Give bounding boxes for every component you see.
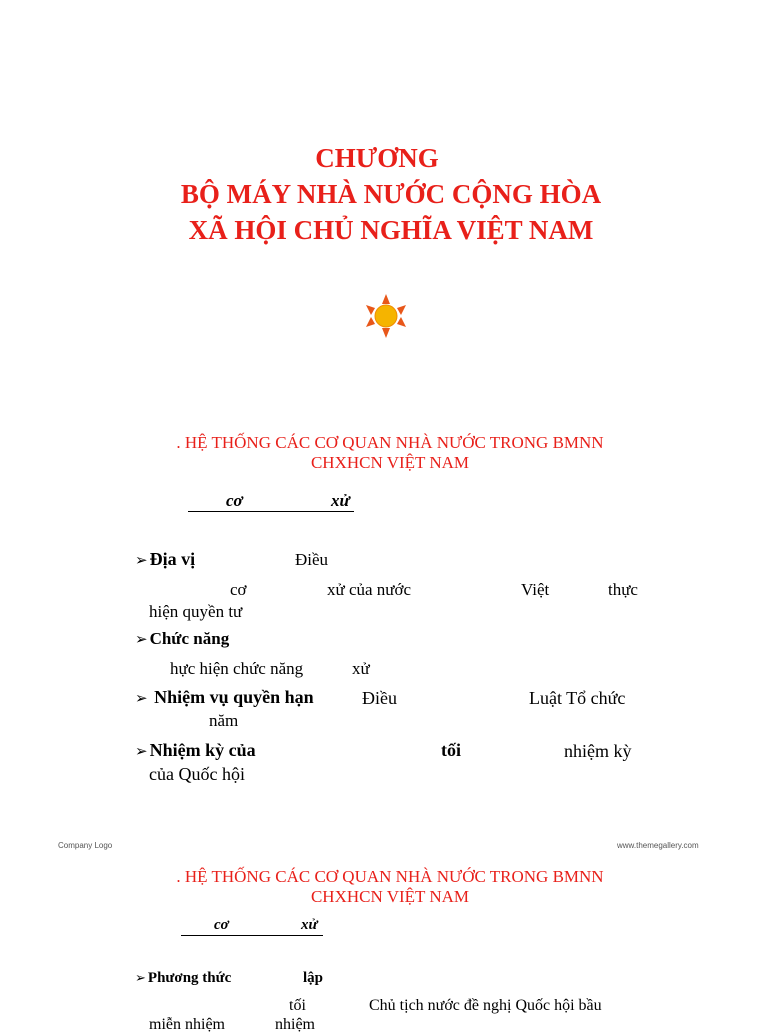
bullet-nhiem-vu-word2: Luật Tổ chức xyxy=(529,688,626,708)
bullet-nhiem-ky-line2: của Quốc hội xyxy=(149,764,245,784)
chapter-title xyxy=(0,140,768,248)
bullet-nhiem-vu-word1: Điều xyxy=(362,688,397,708)
bullet-dia-vi-label: Địa vị xyxy=(149,549,196,569)
section-heading-1-line-1: . HỆ THỐNG CÁC CƠ QUAN NHÀ NƯỚC TRONG BMNN xyxy=(176,433,604,452)
bullet-nhiem-ky xyxy=(135,740,256,761)
slide2-line3-word1: miễn nhiệm xyxy=(149,1016,225,1033)
sub-heading-1 xyxy=(188,491,354,512)
bullet-nhiem-vu-line2: năm xyxy=(209,711,239,730)
footer-company-logo: Company Logo xyxy=(58,841,113,850)
bullet-dia-vi xyxy=(135,549,195,570)
bullet-dia-vi-line3: hiện quyền tư xyxy=(149,602,243,621)
bullet-chuc-nang xyxy=(135,629,229,649)
bullet-chuc-nang-label: Chức năng xyxy=(149,629,230,648)
chapter-title-line-1: CHƯƠNG xyxy=(315,143,439,173)
sun-emblem-icon xyxy=(362,292,410,340)
bullet-nhiem-ky-label: Nhiệm kỳ của xyxy=(149,740,256,760)
section-heading-1-line-2: CHXHCN VIỆT NAM xyxy=(310,453,470,472)
bullet-nhiem-ky-word2: nhiệm kỳ xyxy=(564,741,632,761)
bullet-dia-vi-line2-word2: xử của nước xyxy=(327,580,412,599)
bullet-dia-vi-line2-word3: Việt xyxy=(521,580,550,599)
chapter-title-line-2: BỘ MÁY NHÀ NƯỚC CỘNG HÒA xyxy=(180,179,602,209)
slide2-line2-word2: Chủ tịch nước đề nghị Quốc hội bầu xyxy=(369,997,602,1014)
chapter-title-line-3: XÃ HỘI CHỦ NGHĨA VIỆT NAM xyxy=(188,215,594,245)
footer-website: www.themegallery.com xyxy=(617,841,699,850)
bullet-dia-vi-word: Điều xyxy=(295,550,329,569)
sub-heading-1-word-2: xử xyxy=(331,491,350,510)
sub-heading-2-word-2: xử xyxy=(301,917,318,933)
sub-heading-2 xyxy=(181,915,323,936)
bullet-phuong-thuc-word: lập xyxy=(303,970,324,986)
section-heading-2 xyxy=(0,867,768,907)
arrow-bullet-icon: ➢ xyxy=(135,742,148,760)
bullet-nhiem-ky-word1: tối xyxy=(441,740,461,760)
bullet-phuong-thuc xyxy=(135,970,231,987)
bullet-chuc-nang-line2-word2: xử xyxy=(352,659,370,678)
arrow-bullet-icon: ➢ xyxy=(135,689,148,707)
bullet-phuong-thuc-label: Phương thức xyxy=(147,970,232,986)
section-heading-2-line-1: . HỆ THỐNG CÁC CƠ QUAN NHÀ NƯỚC TRONG BMNN xyxy=(176,867,604,886)
bullet-dia-vi-line2-word1: cơ xyxy=(230,580,247,599)
bullet-dia-vi-line2-word4: thực xyxy=(608,580,638,599)
bullet-nhiem-vu xyxy=(135,687,314,708)
section-heading-2-line-2: CHXHCN VIỆT NAM xyxy=(310,887,470,906)
bullet-chuc-nang-line2-word1: hực hiện chức năng xyxy=(170,659,304,678)
slide2-line3-word2: nhiệm xyxy=(275,1016,315,1033)
slide2-line2-word1: tối xyxy=(289,997,306,1014)
arrow-bullet-icon: ➢ xyxy=(135,551,148,569)
arrow-bullet-icon: ➢ xyxy=(135,630,148,648)
sub-heading-1-word-1: cơ xyxy=(226,491,243,510)
arrow-bullet-icon: ➢ xyxy=(135,971,146,986)
sub-heading-2-word-1: cơ xyxy=(214,917,229,933)
section-heading-1 xyxy=(0,433,768,473)
bullet-nhiem-vu-label: Nhiệm vụ quyền hạn xyxy=(154,687,314,707)
